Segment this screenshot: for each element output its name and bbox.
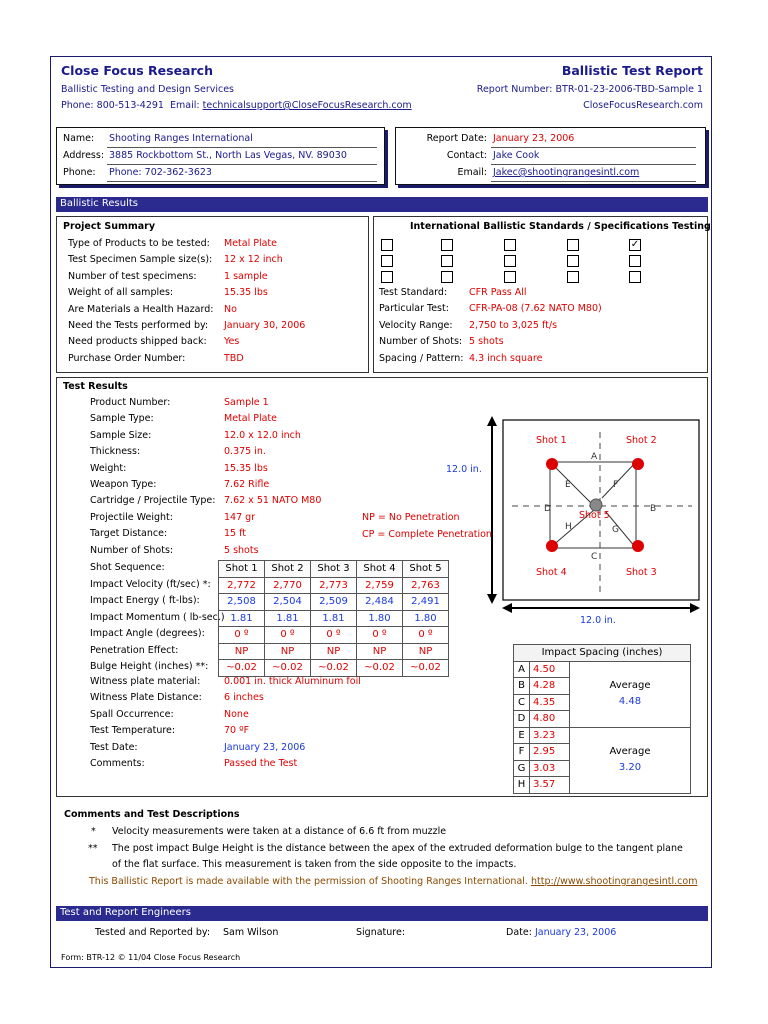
test-result-value: 5 shots <box>224 544 259 556</box>
standard-value: CFR-PA-08 (7.62 NATO M80) <box>469 303 602 315</box>
contact-label: Contact: <box>446 150 487 161</box>
comment-velocity: Velocity measurements were taken at a distance of 6.6 ft from muzzle <box>112 826 447 837</box>
report-title: Ballistic Test Report <box>561 63 703 78</box>
spacing-letter: E <box>514 727 530 744</box>
comment-bulge-continued: of the flat surface. This measurement is taken from the side opposite to the impacts. <box>112 859 517 870</box>
shot-cell: ~0.02 <box>357 660 403 677</box>
checkbox[interactable] <box>441 255 453 267</box>
shot-cell: ~0.02 <box>403 660 449 677</box>
summary-value: TBD <box>224 352 244 364</box>
shot-row-label: Impact Momentum ( lb-sec.) <box>90 611 225 623</box>
spacing-value: 3.57 <box>530 777 570 794</box>
test-result-value: 6 inches <box>224 692 264 704</box>
test-result-label: Cartridge / Projectile Type: <box>90 495 216 507</box>
report-date-label: Report Date: <box>426 133 487 144</box>
permission-link[interactable]: http://www.shootingrangesintl.com <box>530 876 698 887</box>
spacing-letter: H <box>565 522 572 532</box>
shot-row-label: Shot Sequence: <box>90 562 165 573</box>
shot-cell: 1.80 <box>403 610 449 627</box>
test-result-label: Weapon Type: <box>90 479 157 490</box>
shot-cell: Shot 2 <box>265 561 311 578</box>
shot-table <box>218 560 449 677</box>
test-result-label: Spall Occurrence: <box>90 708 174 720</box>
test-result-label: Sample Type: <box>90 413 154 425</box>
spacing-value: 4.50 <box>530 661 570 678</box>
comments-title: Comments and Test Descriptions <box>64 809 240 820</box>
spacing-letter: B <box>650 504 657 514</box>
company-phone: 800-513-4291 <box>96 100 164 111</box>
shot-cell: 2,509 <box>311 594 357 611</box>
client-name: Shooting Ranges International <box>109 133 253 144</box>
test-result-label: Weight: <box>90 462 127 474</box>
spacing-letter: G <box>514 760 530 777</box>
divider <box>107 181 377 182</box>
spacing-value: 2.95 <box>530 744 570 761</box>
spacing-letter: A <box>514 661 530 678</box>
contact-email-link[interactable]: Jakec@shootingrangesintl.com <box>493 167 640 178</box>
test-result-value: 7.62 x 51 NATO M80 <box>224 495 322 507</box>
company-contact <box>61 100 412 111</box>
summary-value: Metal Plate <box>224 238 278 249</box>
report-number-value: BTR-01-23-2006-TBD-Sample 1 <box>555 84 703 95</box>
client-phone-label: Phone: <box>63 167 96 178</box>
test-result-value: 15.35 lbs <box>224 462 268 474</box>
report-number-label: Report Number: <box>476 84 553 95</box>
standards-box <box>373 216 711 373</box>
shot-table-row <box>219 561 449 578</box>
divider <box>491 147 696 148</box>
ballistic-results-bar: Ballistic Results <box>56 197 708 212</box>
test-result-value: 70 ºF <box>224 725 250 737</box>
permission-text: This Ballistic Report is made available with the permission of Shooting Ranges International. <box>89 876 528 887</box>
shot-table-row <box>219 643 449 660</box>
standard-label: Number of Shots: <box>379 336 463 348</box>
shot-cell: Shot 1 <box>219 561 265 578</box>
shot-cell: 2,770 <box>265 577 311 594</box>
company-tagline: Ballistic Testing and Design Services <box>61 84 235 95</box>
spacing-letter: D <box>514 711 530 728</box>
spacing-letter: F <box>613 480 619 490</box>
checkbox[interactable] <box>441 271 453 283</box>
report-date: January 23, 2006 <box>493 133 575 144</box>
divider <box>107 164 377 165</box>
tested-by-label: Tested and Reported by: <box>95 927 211 938</box>
shot-cell: NP <box>311 643 357 660</box>
spacing-row <box>514 661 691 678</box>
company-name: Close Focus Research <box>61 63 213 78</box>
divider <box>107 147 377 148</box>
shot-row-label: Impact Energy ( ft-lbs): <box>90 595 200 606</box>
shot-label: Shot 5 <box>579 510 610 521</box>
report-info-box <box>395 127 706 185</box>
shot-cell: ~0.02 <box>219 660 265 677</box>
divider <box>491 181 696 182</box>
np-note: NP = No Penetration <box>362 512 460 523</box>
client-phone: Phone: 702-362-3623 <box>109 167 212 178</box>
standard-value: 5 shots <box>469 336 504 348</box>
diagram-width-label: 12.0 in. <box>580 615 616 626</box>
standard-value: 2,750 to 3,025 ft/s <box>469 319 558 331</box>
shot-2-impact <box>632 458 644 470</box>
summary-label: Number of test specimens: <box>68 270 197 282</box>
summary-value: 12 x 12 inch <box>224 254 283 266</box>
shot-cell: 0 º <box>311 627 357 644</box>
impact-diagram <box>482 416 704 616</box>
company-email-link[interactable]: technicalsupport@CloseFocusResearch.com <box>202 100 412 111</box>
shot-cell: NP <box>265 643 311 660</box>
shot-row-label: Penetration Effect: <box>90 644 179 656</box>
test-result-label: Comments: <box>90 758 145 769</box>
average-value: 3.20 <box>618 762 642 773</box>
checkbox[interactable] <box>381 271 393 283</box>
shot-cell: 2,773 <box>311 577 357 594</box>
client-name-label: Name: <box>63 133 95 144</box>
shot-cell: 0 º <box>357 627 403 644</box>
test-result-value: 0.001 in. thick Aluminum foil <box>224 676 361 687</box>
contact-email-label: Email: <box>457 167 487 178</box>
checkbox[interactable] <box>441 239 453 251</box>
shot-cell: 1.81 <box>219 610 265 627</box>
project-summary-box <box>56 216 369 373</box>
company-website: CloseFocusResearch.com <box>583 100 703 111</box>
contact-name: Jake Cook <box>493 150 540 161</box>
signature-label: Signature: <box>356 927 406 938</box>
checkbox[interactable] <box>504 271 516 283</box>
spacing-value: 4.28 <box>530 678 570 695</box>
test-result-label: Test Temperature: <box>90 725 176 737</box>
shot-table-row <box>219 660 449 677</box>
shot-cell: Shot 4 <box>357 561 403 578</box>
spacing-letter: G <box>612 525 619 535</box>
test-result-label: Test Date: <box>90 741 138 753</box>
shot-table-row <box>219 610 449 627</box>
checkbox[interactable] <box>504 255 516 267</box>
phone-label: Phone: <box>61 100 94 111</box>
test-result-label: Sample Size: <box>90 429 152 441</box>
spacing-letter: D <box>544 504 551 514</box>
comment-bulge: The post impact Bulge Height is the distance between the apex of the extruded deformation bulge to the tangent plane <box>112 843 683 854</box>
test-result-value: January 23, 2006 <box>224 741 306 753</box>
diagram-width-arrow <box>502 603 700 613</box>
impact-spacing-title: Impact Spacing (inches) <box>514 645 691 662</box>
report-number <box>477 84 703 95</box>
shot-row-label: Bulge Height (inches) **: <box>90 661 209 672</box>
permission-statement <box>89 876 697 887</box>
shot-cell: 1.80 <box>357 610 403 627</box>
test-result-value: 0.375 in. <box>224 446 266 458</box>
summary-label: Need the Tests performed by: <box>68 320 209 331</box>
spacing-letter: A <box>591 452 598 462</box>
summary-label: Test Specimen Sample size(s): <box>68 254 213 266</box>
spacing-letter: F <box>514 744 530 761</box>
shot-cell: NP <box>219 643 265 660</box>
spacing-row <box>514 727 691 744</box>
standard-label: Velocity Range: <box>379 319 453 331</box>
spacing-value: 4.35 <box>530 694 570 711</box>
test-result-value: None <box>224 708 249 720</box>
summary-label: Are Materials a Health Hazard: <box>68 303 214 315</box>
checkbox[interactable] <box>567 271 579 283</box>
summary-label: Type of Products to be tested: <box>68 238 210 249</box>
divider <box>491 164 696 165</box>
spacing-average-cell <box>570 727 691 793</box>
average-value: 4.48 <box>618 696 642 707</box>
average-label: Average <box>609 680 651 691</box>
summary-value: January 30, 2006 <box>224 320 306 331</box>
spacing-letter: H <box>514 777 530 794</box>
diagram-height-arrow <box>487 416 497 604</box>
shot-cell: Shot 3 <box>311 561 357 578</box>
shot-cell: Shot 5 <box>403 561 449 578</box>
sign-date-value: January 23, 2006 <box>534 927 617 938</box>
test-result-value: Metal Plate <box>224 413 278 425</box>
shot-row-label: Impact Angle (degrees): <box>90 628 205 639</box>
diagram-height-label: 12.0 in. <box>446 464 482 475</box>
shot-cell: 2,759 <box>357 577 403 594</box>
impact-spacing-rows <box>514 661 691 793</box>
summary-label: Need products shipped back: <box>68 336 207 348</box>
client-address: 3885 Rockbottom St., North Las Vegas, NV. 89030 <box>109 150 347 161</box>
shot-cell: 0 º <box>265 627 311 644</box>
checkbox[interactable] <box>504 239 516 251</box>
sign-date <box>506 927 616 938</box>
summary-value: 15.35 lbs <box>224 287 268 299</box>
summary-label: Weight of all samples: <box>68 287 174 299</box>
comment-star-2: ** <box>88 843 98 854</box>
shot-cell: 1.81 <box>265 610 311 627</box>
shot-cell: ~0.02 <box>311 660 357 677</box>
signature-line[interactable] <box>407 939 527 940</box>
summary-label: Purchase Order Number: <box>68 352 186 364</box>
shot-cell: ~0.02 <box>265 660 311 677</box>
email-label: Email: <box>170 100 200 111</box>
shot-4-impact <box>546 540 558 552</box>
checkbox[interactable] <box>381 255 393 267</box>
form-footer: Form: BTR-12 © 11/04 Close Focus Research <box>61 953 241 962</box>
spacing-letter: E <box>565 480 571 490</box>
test-result-label: Witness Plate Distance: <box>90 692 202 704</box>
checkbox[interactable] <box>381 239 393 251</box>
test-result-label: Witness plate material: <box>90 676 201 687</box>
test-result-value: 15 ft <box>224 528 247 540</box>
summary-value: Yes <box>224 336 240 348</box>
test-result-label: Projectile Weight: <box>90 511 173 523</box>
shot-cell: 2,491 <box>403 594 449 611</box>
shot-cell: 1.81 <box>311 610 357 627</box>
spacing-letter: B <box>514 678 530 695</box>
test-result-label: Thickness: <box>90 446 141 458</box>
spacing-letter: C <box>514 694 530 711</box>
shot-cell: 2,763 <box>403 577 449 594</box>
tested-by: Sam Wilson <box>223 927 279 938</box>
cp-note: CP = Complete Penetration <box>362 529 492 540</box>
date-label: Date: <box>506 927 532 938</box>
standard-value: 4.3 inch square <box>469 352 543 364</box>
spacing-letter: C <box>591 552 598 562</box>
shot-cell: 2,504 <box>265 594 311 611</box>
shot-cell: 2,484 <box>357 594 403 611</box>
shot-table-row <box>219 577 449 594</box>
spacing-value: 3.03 <box>530 760 570 777</box>
shot-label: Shot 2 <box>626 435 657 446</box>
test-results-title: Test Results <box>63 381 128 392</box>
shot-cell: 2,772 <box>219 577 265 594</box>
summary-value: No <box>224 303 237 315</box>
shot-cell: NP <box>403 643 449 660</box>
test-result-value: Sample 1 <box>224 397 269 408</box>
standard-value: CFR Pass All <box>469 287 527 298</box>
standard-label: Particular Test: <box>379 303 449 315</box>
checked-checkbox[interactable]: ✓ <box>630 239 640 250</box>
shot-table-row <box>219 594 449 611</box>
shot-row-label: Impact Velocity (ft/sec) *: <box>90 578 211 590</box>
checkbox[interactable] <box>629 271 641 283</box>
checkbox[interactable] <box>567 239 579 251</box>
test-result-value: Passed the Test <box>224 758 298 769</box>
project-summary-title: Project Summary <box>63 221 156 232</box>
comment-star-1: * <box>91 826 96 837</box>
shot-3-impact <box>632 540 644 552</box>
client-box <box>56 127 385 185</box>
test-results-box <box>56 377 708 797</box>
summary-value: 1 sample <box>224 270 268 282</box>
standards-title: International Ballistic Standards / Specifications Testing <box>410 221 711 232</box>
shot-label: Shot 4 <box>536 567 567 578</box>
test-result-value: 7.62 Rifle <box>224 479 270 490</box>
test-result-label: Number of Shots: <box>90 544 174 556</box>
test-result-value: 147 gr <box>224 511 256 523</box>
test-result-value: 12.0 x 12.0 inch <box>224 429 301 441</box>
report-page <box>50 56 712 968</box>
client-address-label: Address: <box>63 150 105 161</box>
shot-label: Shot 3 <box>626 567 657 578</box>
shot-label: Shot 1 <box>536 435 567 446</box>
standard-label: Test Standard: <box>379 287 448 298</box>
spacing-value: 3.23 <box>530 727 570 744</box>
shot-cell: 2,508 <box>219 594 265 611</box>
checkbox[interactable] <box>567 255 579 267</box>
average-label: Average <box>609 746 651 757</box>
shot-cell: NP <box>357 643 403 660</box>
shot-cell: 0 º <box>403 627 449 644</box>
impact-spacing-table <box>513 644 691 794</box>
spacing-value: 4.80 <box>530 711 570 728</box>
shot-1-impact <box>546 458 558 470</box>
standard-label: Spacing / Pattern: <box>379 352 464 364</box>
spacing-average-cell <box>570 661 691 727</box>
test-result-label: Product Number: <box>90 397 171 408</box>
engineers-bar: Test and Report Engineers <box>56 906 708 921</box>
shot-table-row <box>219 627 449 644</box>
checkbox[interactable] <box>629 255 641 267</box>
shot-cell: 0 º <box>219 627 265 644</box>
test-result-label: Target Distance: <box>90 528 168 540</box>
